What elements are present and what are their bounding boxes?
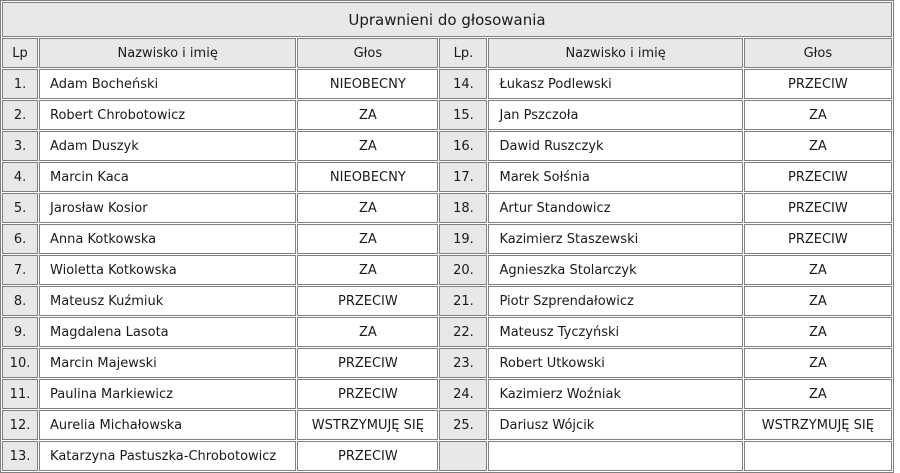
voter-name-left: Adam Bocheński: [39, 69, 296, 99]
table-row: [2, 379, 892, 409]
table-title: Uprawnieni do głosowania: [2, 2, 892, 37]
table-row: [2, 410, 892, 440]
vote-value-left: PRZECIW: [297, 379, 438, 409]
vote-value-left: WSTRZYMUJĘ SIĘ: [297, 410, 438, 440]
row-number-left: 10.: [2, 348, 38, 378]
table-row: [2, 441, 892, 471]
vote-value-right: ZA: [744, 255, 892, 285]
table-row: [2, 193, 892, 223]
row-number-left: 4.: [2, 162, 38, 192]
row-number-left: 3.: [2, 131, 38, 161]
row-number-right: 18.: [439, 193, 487, 223]
row-number-right: [439, 441, 487, 471]
table-row: [2, 317, 892, 347]
row-number-right: 24.: [439, 379, 487, 409]
row-number-left: 11.: [2, 379, 38, 409]
table-row: [2, 69, 892, 99]
row-number-right: 17.: [439, 162, 487, 192]
title-row: [2, 2, 892, 37]
voter-name-right: Agnieszka Stolarczyk: [488, 255, 742, 285]
voter-name-left: Katarzyna Pastuszka-Chrobotowicz: [39, 441, 296, 471]
vote-value-left: NIEOBECNY: [297, 69, 438, 99]
vote-value-right: WSTRZYMUJĘ SIĘ: [744, 410, 892, 440]
vote-value-left: ZA: [297, 224, 438, 254]
voter-name-right: Piotr Szprendałowicz: [488, 286, 742, 316]
row-number-left: 12.: [2, 410, 38, 440]
voter-name-left: Paulina Markiewicz: [39, 379, 296, 409]
row-number-left: 7.: [2, 255, 38, 285]
vote-value-left: ZA: [297, 317, 438, 347]
vote-value-left: PRZECIW: [297, 441, 438, 471]
column-header-lp-left: Lp: [2, 38, 38, 68]
row-number-right: 16.: [439, 131, 487, 161]
row-number-left: 8.: [2, 286, 38, 316]
voter-name-right: Łukasz Podlewski: [488, 69, 742, 99]
table-row: [2, 162, 892, 192]
vote-value-right: ZA: [744, 348, 892, 378]
vote-value-left: ZA: [297, 100, 438, 130]
table-row: [2, 348, 892, 378]
table-row: [2, 286, 892, 316]
column-header-vote-left: Głos: [297, 38, 438, 68]
voter-name-right: Mateusz Tyczyński: [488, 317, 742, 347]
vote-value-right: ZA: [744, 286, 892, 316]
voter-name-right: Artur Standowicz: [488, 193, 742, 223]
voter-name-left: Marcin Majewski: [39, 348, 296, 378]
voter-name-right: Marek Sołśnia: [488, 162, 742, 192]
voter-name-left: Adam Duszyk: [39, 131, 296, 161]
vote-value-left: ZA: [297, 131, 438, 161]
row-number-right: 19.: [439, 224, 487, 254]
voter-name-left: Anna Kotkowska: [39, 224, 296, 254]
row-number-right: 25.: [439, 410, 487, 440]
row-number-left: 9.: [2, 317, 38, 347]
table-row: [2, 100, 892, 130]
voter-name-right: Kazimierz Woźniak: [488, 379, 742, 409]
column-header-vote-right: Głos: [744, 38, 892, 68]
row-number-left: 2.: [2, 100, 38, 130]
table-row: [2, 224, 892, 254]
table-row: [2, 255, 892, 285]
row-number-left: 5.: [2, 193, 38, 223]
vote-value-left: PRZECIW: [297, 348, 438, 378]
vote-value-right: ZA: [744, 317, 892, 347]
header-row: [2, 38, 892, 68]
row-number-right: 23.: [439, 348, 487, 378]
table-row: [2, 131, 892, 161]
voter-name-left: Marcin Kaca: [39, 162, 296, 192]
voter-name-left: Robert Chrobotowicz: [39, 100, 296, 130]
row-number-right: 20.: [439, 255, 487, 285]
row-number-left: 1.: [2, 69, 38, 99]
voter-name-right: Dariusz Wójcik: [488, 410, 742, 440]
voter-name-left: Wioletta Kotkowska: [39, 255, 296, 285]
row-number-left: 13.: [2, 441, 38, 471]
vote-value-right: PRZECIW: [744, 193, 892, 223]
vote-value-left: ZA: [297, 255, 438, 285]
vote-value-right: ZA: [744, 100, 892, 130]
vote-value-left: PRZECIW: [297, 286, 438, 316]
voter-name-right: Dawid Ruszczyk: [488, 131, 742, 161]
voter-name-left: Mateusz Kuźmiuk: [39, 286, 296, 316]
row-number-right: 15.: [439, 100, 487, 130]
vote-value-right: PRZECIW: [744, 162, 892, 192]
vote-value-right: ZA: [744, 131, 892, 161]
vote-value-right: PRZECIW: [744, 224, 892, 254]
voter-name-right: Jan Pszczoła: [488, 100, 742, 130]
voter-name-left: Aurelia Michałowska: [39, 410, 296, 440]
voter-name-right: Kazimierz Staszewski: [488, 224, 742, 254]
vote-value-right: PRZECIW: [744, 69, 892, 99]
column-header-name-left: Nazwisko i imię: [39, 38, 296, 68]
voter-name-right: Robert Utkowski: [488, 348, 742, 378]
voter-name-left: Magdalena Lasota: [39, 317, 296, 347]
vote-value-left: NIEOBECNY: [297, 162, 438, 192]
column-header-lp-right: Lp.: [439, 38, 487, 68]
column-header-name-right: Nazwisko i imię: [488, 38, 742, 68]
vote-value-right: [744, 441, 892, 471]
row-number-right: 14.: [439, 69, 487, 99]
voter-name-right: [488, 441, 742, 471]
row-number-right: 21.: [439, 286, 487, 316]
voter-name-left: Jarosław Kosior: [39, 193, 296, 223]
vote-value-right: ZA: [744, 379, 892, 409]
row-number-right: 22.: [439, 317, 487, 347]
vote-value-left: ZA: [297, 193, 438, 223]
row-number-left: 6.: [2, 224, 38, 254]
